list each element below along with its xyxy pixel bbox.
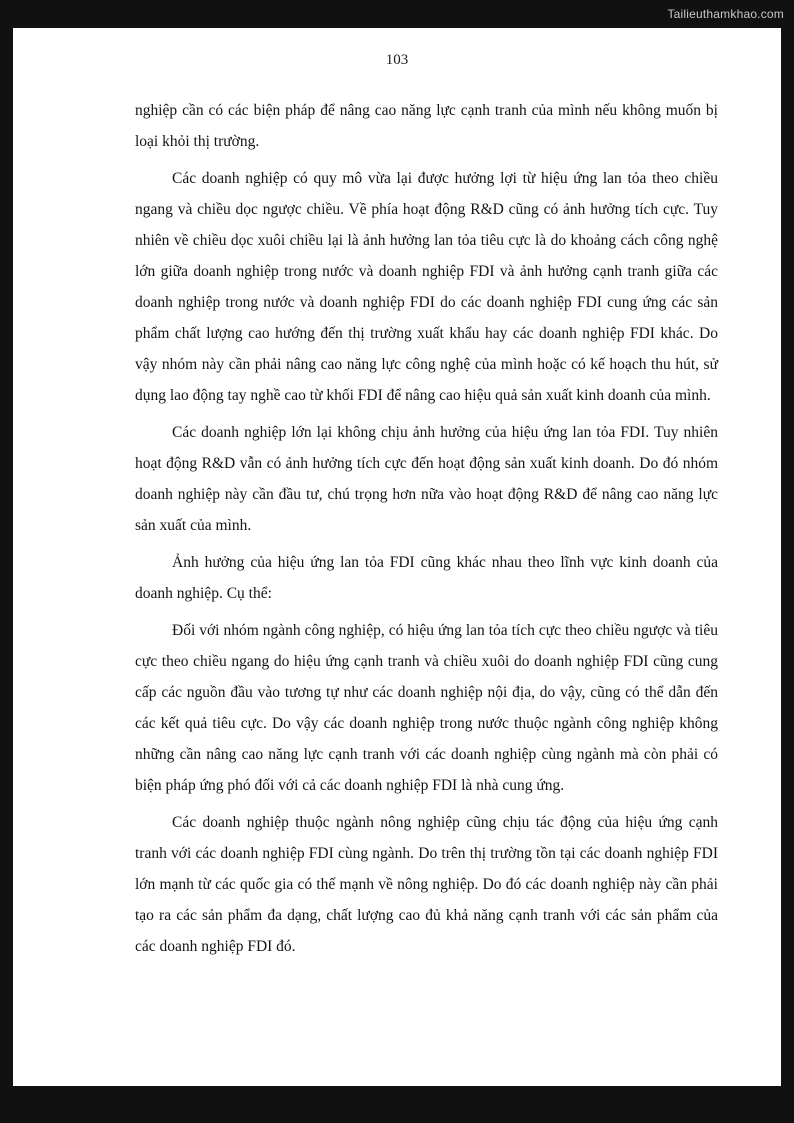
page-number: 103 [385, 52, 409, 68]
page-content [135, 95, 718, 962]
paragraph: Ảnh hưởng của hiệu ứng lan tỏa FDI cũng khác nhau theo lĩnh vực kinh doanh của doanh nghiệp. Cụ thể: [135, 554, 718, 602]
watermark: Tailieuthamkhao.com [667, 7, 784, 21]
paragraph: Các doanh nghiệp thuộc ngành nông nghiệp cũng chịu tác động của hiệu ứng cạnh tranh với các doanh nghiệp FDI cùng ngành. Do trên thị trường tồn tại các doanh nghiệp FDI lớn mạnh từ các quốc gia có thế mạnh về nông nghiệp. Do đó các doanh nghiệp này cần phải tạo ra các sản phẩm đa dạng, chất lượng cao đủ khả năng cạnh tranh với các sản phẩm của các doanh nghiệp FDI đó. [135, 814, 718, 955]
paragraph: Các doanh nghiệp có quy mô vừa lại được hưởng lợi từ hiệu ứng lan tỏa theo chiều ngang và chiều dọc ngược chiều. Về phía hoạt động R&D cũng có ảnh hưởng tích cực. Tuy nhiên về chiều dọc xuôi chiều lại là ảnh hưởng lan tỏa tiêu cực là do khoảng cách công nghệ lớn giữa doanh nghiệp trong nước và doanh nghiệp FDI và ảnh hưởng cạnh tranh giữa các doanh nghiệp trong nước và doanh nghiệp FDI do các doanh nghiệp FDI cung ứng các sản phẩm chất lượng cao hướng đến thị trường xuất khẩu hay các doanh nghiệp FDI khác. Do vậy nhóm này cần phải nâng cao năng lực công nghệ của mình hoặc có kế hoạch thu hút, sử dụng lao động tay nghề cao từ khối FDI để nâng cao hiệu quả sản xuất kinh doanh của mình. [135, 170, 718, 404]
paragraph: Đối với nhóm ngành công nghiệp, có hiệu ứng lan tỏa tích cực theo chiều ngược và tiêu cực theo chiều ngang do hiệu ứng cạnh tranh và chiều xuôi do doanh nghiệp FDI cũng cung cấp các nguồn đầu vào tương tự như các doanh nghiệp nội địa, do vậy, cũng có thể dẫn đến các kết quả tiêu cực. Do vậy các doanh nghiệp trong nước thuộc ngành công nghiệp không những cần nâng cao năng lực cạnh tranh với các doanh nghiệp cùng ngành mà còn phải có biện pháp ứng phó đối với cả các doanh nghiệp FDI là nhà cung ứng. [135, 622, 718, 794]
paragraph: Các doanh nghiệp lớn lại không chịu ảnh hưởng của hiệu ứng lan tỏa FDI. Tuy nhiên hoạt động R&D vẫn có ảnh hưởng tích cực đến hoạt động sản xuất kinh doanh. Do đó nhóm doanh nghiệp này cần đầu tư, chú trọng hơn nữa vào hoạt động R&D để nâng cao năng lực sản xuất của mình. [135, 424, 718, 534]
paragraph: nghiệp cần có các biện pháp để nâng cao năng lực cạnh tranh của mình nếu không muốn bị loại khỏi thị trường. [135, 102, 718, 150]
document-page [13, 28, 781, 1086]
